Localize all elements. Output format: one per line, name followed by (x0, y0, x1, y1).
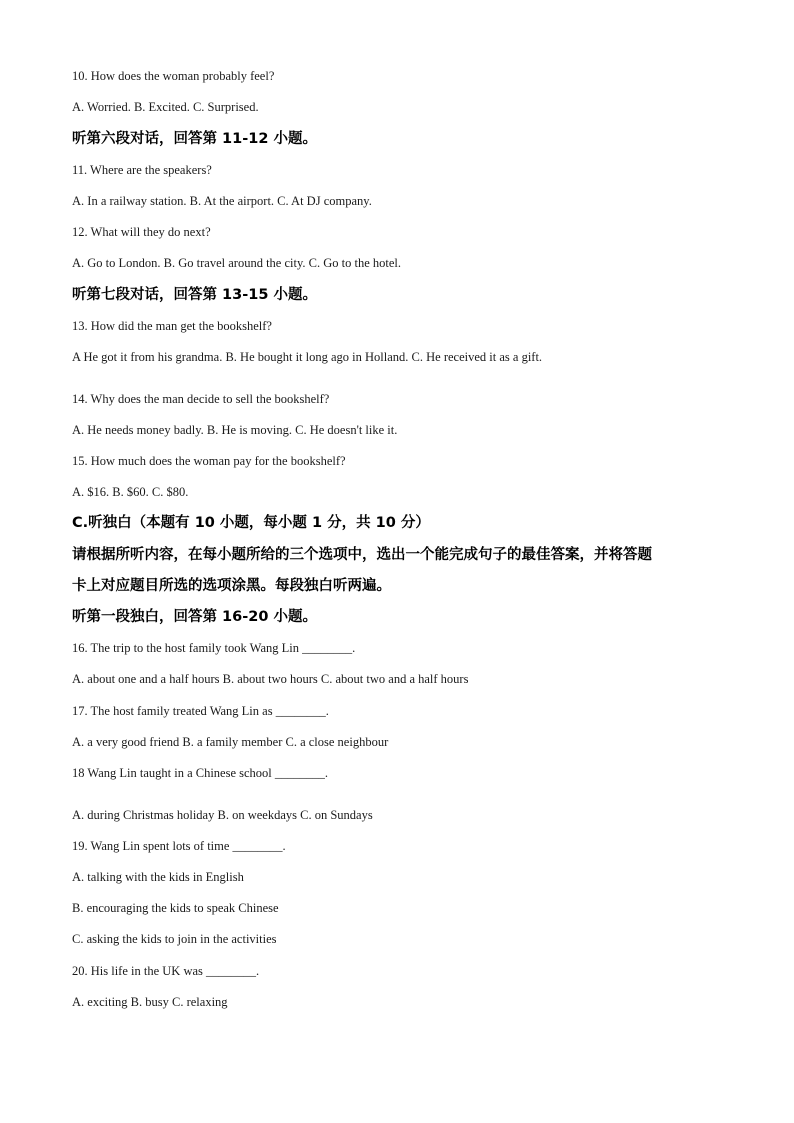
options-12: A. Go to London. B. Go travel around the city. C. Go to the hotel. (72, 256, 401, 270)
options-15: A. $16. B. $60. C. $80. (72, 485, 189, 499)
question-16: 16. The trip to the host family took Wang Lin ________. (72, 641, 356, 655)
options-14: A. He needs money badly. B. He is moving. C. He doesn't like it. (72, 423, 398, 437)
question-19: 19. Wang Lin spent lots of time ________. (72, 839, 286, 853)
question-20: 20. His life in the UK was ________. (72, 964, 260, 978)
option-19-b: B. encouraging the kids to speak Chinese (72, 901, 279, 915)
section-heading-dialogue-7: 听第七段对话，回答第 13-15 小题。 (72, 287, 317, 303)
option-19-a: A. talking with the kids in English (72, 870, 244, 884)
options-20: A. exciting B. busy C. relaxing (72, 995, 228, 1009)
question-11: 11. Where are the speakers? (72, 163, 212, 177)
question-18: 18 Wang Lin taught in a Chinese school ________. (72, 766, 329, 780)
question-17: 17. The host family treated Wang Lin as ________. (72, 704, 329, 718)
options-18: A. during Christmas holiday B. on weekdays C. on Sundays (72, 808, 373, 822)
question-10: 10. How does the woman probably feel? (72, 69, 275, 83)
section-heading-monologue: C.听独白（本题有 10 小题，每小题 1 分，共 10 分） (72, 515, 430, 531)
options-17: A. a very good friend B. a family member C. a close neighbour (72, 735, 389, 749)
section-heading-monologue-1: 听第一段独白，回答第 16-20 小题。 (72, 609, 317, 625)
instruction-line-1: 请根据所听内容，在每小题所给的三个选项中，选出一个能完成句子的最佳答案，并将答题 (72, 547, 652, 563)
options-10: A. Worried. B. Excited. C. Surprised. (72, 100, 259, 114)
option-19-c: C. asking the kids to join in the activities (72, 932, 277, 946)
question-14: 14. Why does the man decide to sell the bookshelf? (72, 392, 330, 406)
options-13: A He got it from his grandma. B. He bought it long ago in Holland. C. He received it as a gift. (72, 350, 543, 364)
instruction-line-2: 卡上对应题目所选的选项涂黑。每段独白听两遍。 (72, 578, 391, 594)
question-12: 12. What will they do next? (72, 225, 211, 239)
options-16: A. about one and a half hours B. about two hours C. about two and a half hours (72, 672, 469, 686)
options-11: A. In a railway station. B. At the airport. C. At DJ company. (72, 194, 372, 208)
question-15: 15. How much does the woman pay for the bookshelf? (72, 454, 346, 468)
question-13: 13. How did the man get the bookshelf? (72, 319, 272, 333)
section-heading-dialogue-6: 听第六段对话，回答第 11-12 小题。 (72, 131, 317, 147)
